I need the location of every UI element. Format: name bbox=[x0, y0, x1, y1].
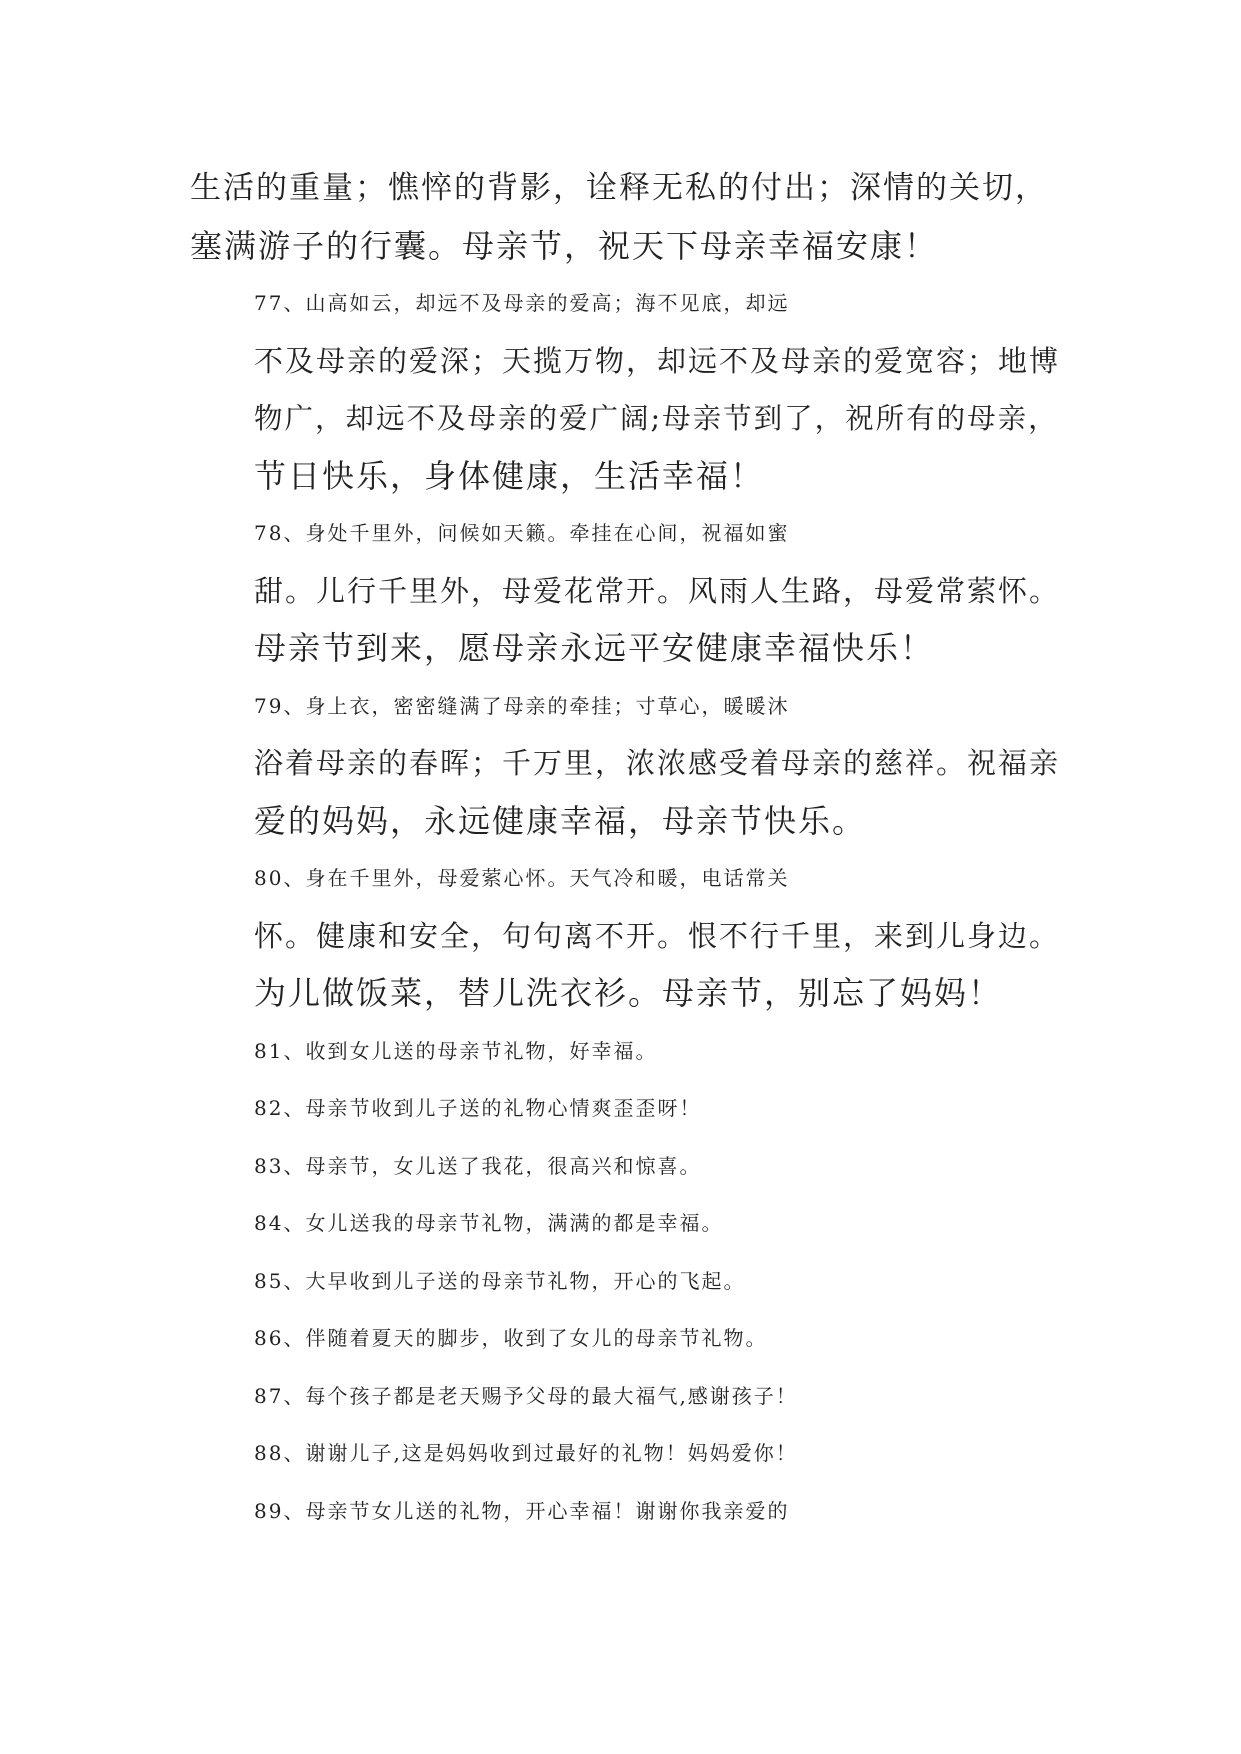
paragraph bbox=[190, 1425, 1060, 1483]
paragraph bbox=[190, 1253, 1060, 1311]
text-line: 浴着母亲的春晖；千万里，浓浓感受着母亲的慈祥。祝福亲 bbox=[254, 746, 1061, 780]
text-line: 塞满游子的行囊。母亲节，祝天下母亲幸福安康！ bbox=[190, 226, 939, 265]
paragraph bbox=[190, 1368, 1060, 1426]
paragraph bbox=[190, 1138, 1060, 1196]
paragraph bbox=[190, 160, 1060, 275]
text-line: 不及母亲的爱深；天揽万物，却远不及母亲的爱宽容；地博 bbox=[254, 343, 1061, 378]
paragraph bbox=[190, 275, 1060, 505]
text-line: 85、大早收到儿子送的母亲节礼物，开心的飞起。 bbox=[254, 1268, 746, 1293]
text-line: 79、身上衣，密密缝满了母亲的牵挂；寸草心，暖暖沐 bbox=[254, 693, 790, 718]
paragraph bbox=[190, 850, 1060, 1023]
text-line: 89、母亲节女儿送的礼物，开心幸福！谢谢你我亲爱的 bbox=[254, 1498, 790, 1523]
paragraph bbox=[190, 678, 1060, 851]
text-line: 80、身在千里外，母爱萦心怀。天气冷和暖，电话常关 bbox=[254, 866, 790, 890]
text-line: 86、伴随着夏天的脚步，收到了女儿的母亲节礼物。 bbox=[254, 1326, 768, 1350]
text-line: 物广，却远不及母亲的爱广阔;母亲节到了，祝所有的母亲， bbox=[254, 402, 1059, 435]
text-line: 为儿做饭菜，替儿洗衣衫。母亲节，别忘了妈妈！ bbox=[254, 974, 1003, 1012]
text-line: 81、收到女儿送的母亲节礼物，好幸福。 bbox=[254, 1038, 658, 1063]
paragraph bbox=[190, 1195, 1060, 1253]
paragraph bbox=[190, 1023, 1060, 1081]
paragraph bbox=[190, 1483, 1060, 1541]
text-line: 83、母亲节，女儿送了我花，很高兴和惊喜。 bbox=[254, 1153, 702, 1178]
text-line: 84、女儿送我的母亲节礼物，满满的都是幸福。 bbox=[254, 1211, 724, 1235]
text-line: 爱的妈妈，永远健康幸福，母亲节快乐。 bbox=[254, 801, 867, 840]
text-line: 82、母亲节收到儿子送的礼物心情爽歪歪呀！ bbox=[254, 1096, 702, 1120]
text-line: 母亲节到来，愿母亲永远平安健康幸福快乐！ bbox=[254, 629, 935, 667]
document-body bbox=[190, 160, 1060, 1540]
text-line: 甜。儿行千里外，母爱花常开。风雨人生路，母爱常萦怀。 bbox=[254, 573, 1061, 608]
paragraph bbox=[190, 1080, 1060, 1138]
text-line: 怀。健康和安全，句句离不开。恨不行千里，来到儿身边。 bbox=[254, 918, 1061, 953]
text-line: 节日快乐，身体健康，生活幸福！ bbox=[254, 456, 765, 495]
text-line: 87、每个孩子都是老天赐予父母的最大福气,感谢孩子！ bbox=[254, 1383, 798, 1408]
text-line: 88、谢谢儿子,这是妈妈收到过最好的礼物！妈妈爱你！ bbox=[254, 1441, 798, 1465]
text-line: 77、山高如云，却远不及母亲的爱高；海不见底，却远 bbox=[254, 291, 790, 315]
paragraph bbox=[190, 1310, 1060, 1368]
text-line: 生活的重量；憔悴的背影，诠释无私的付出；深情的关切， bbox=[190, 170, 1048, 206]
paragraph bbox=[190, 505, 1060, 678]
text-line: 78、身处千里外，问候如天籁。牵挂在心间，祝福如蜜 bbox=[254, 521, 790, 545]
